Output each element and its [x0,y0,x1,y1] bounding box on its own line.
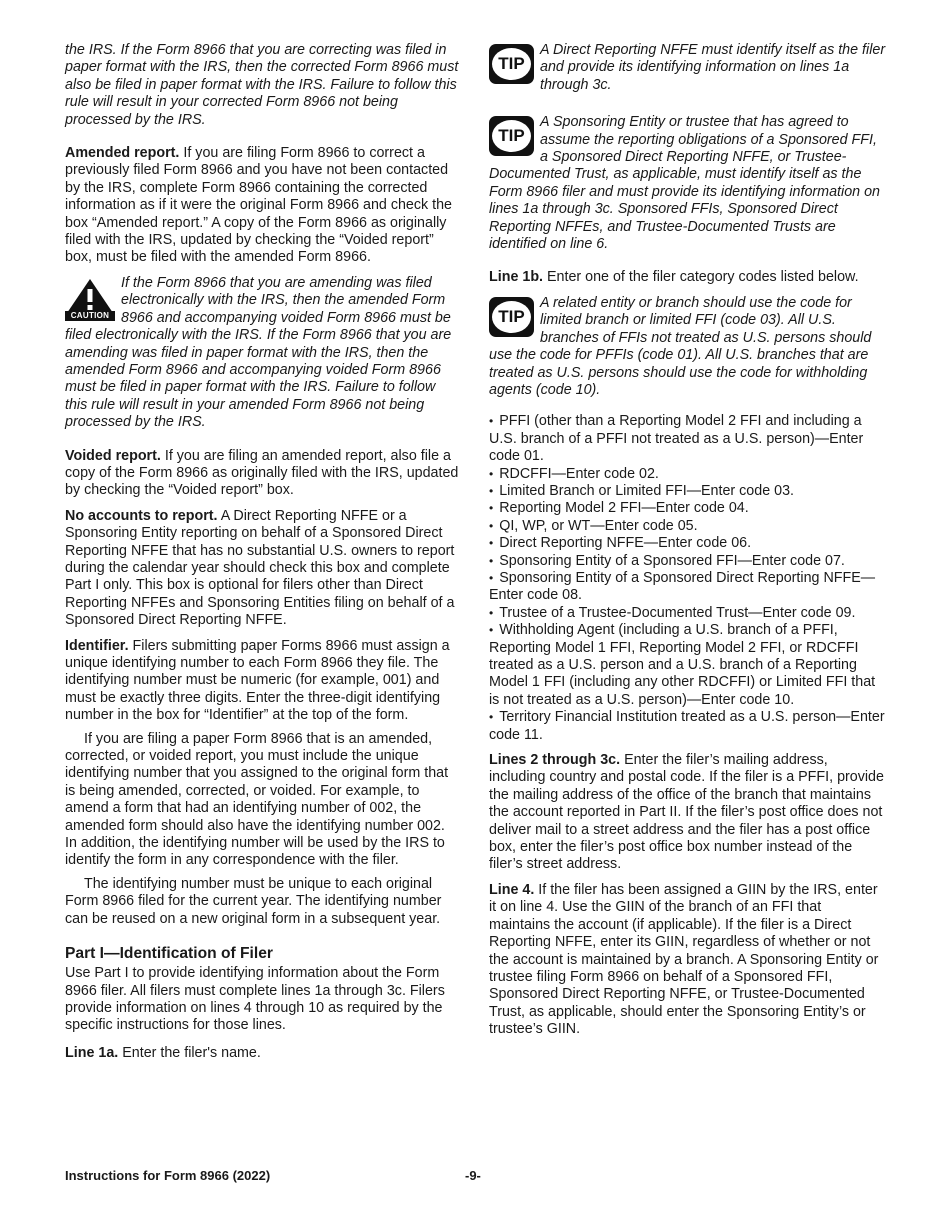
tip-label: TIP [492,48,531,80]
bullet: • [489,710,494,725]
bullet: • [489,553,494,568]
tip-label: TIP [492,120,531,152]
tip-note-2 [489,114,886,253]
caution-label: CAUTION [65,311,115,321]
voided-report-heading: Voided report. [65,447,161,464]
line1a-paragraph [65,1045,460,1062]
bullet: • [489,483,494,498]
line1a-text: Enter the filer's name. [122,1044,261,1061]
caution-note [65,275,460,432]
bullet: • [489,623,494,638]
line4-text: If the filer has been assigned a GIIN by the IRS, enter it on line 4. Use the GIIN of the branch of an FFI that maintains the account (if applicable). If the filer is a Direct Reporting NFFE, enter its GIIN, regardless of whether or not the account is maintained by a branch. A Sponsoring Entity or trustee filing Form 8966 on behalf of a Sponsored FFI, Sponsored Direct Reporting NFFE, or Trustee-Documented Trust, as applicable, should enter the Sponsoring Entity’s or trustee’s GIIN. [489,881,879,1038]
lines-2-through-3c-text: Enter the filer’s mailing address, including country and postal code. If the filer is a PFFI, provide the mailing address of the office of the branch that maintains the account reported in Part II. If the filer’s post office does not deliver mail to a street address and the filer has a post office box, enter the filer’s post office box number instead of the filer’s street address. [489,752,884,873]
list-item-text: Reporting Model 2 FFI—Enter code 04. [499,500,749,517]
line4-paragraph [489,882,886,1039]
tip-icon [489,297,534,337]
no-accounts-text: A Direct Reporting NFFE or a Sponsoring Entity reporting on behalf of a Sponsored Direct Reporting NFFE that has no substantial U.S. owners to report during the calendar year should check this box and complete Part I only. This box is optional for filers other than Direct Reporting NFFEs and Sponsoring Entities filing on behalf of a Sponsored Direct Reporting NFFE. [65,507,455,629]
tip-label: TIP [492,301,531,333]
tip-icon [489,44,534,84]
right-column [489,42,886,1039]
line1b-paragraph [489,269,886,286]
list-item-text: Trustee of a Trustee-Documented Trust—Enter code 09. [499,604,856,621]
list-item-text: RDCFFI—Enter code 02. [499,465,659,482]
footer-title: Instructions for Form 8966 (2022) [65,1168,271,1183]
part1-heading: Part I—Identification of Filer [65,945,273,963]
list-item [489,500,886,517]
list-item [489,605,886,622]
list-item [489,622,886,709]
filer-category-code-list [489,413,886,744]
bullet: • [489,466,494,481]
line4-heading: Line 4. [489,881,535,898]
list-item [489,709,886,744]
part1-text: Use Part I to provide identifying information about the Form 8966 filer. All filers must complete lines 1a through 3c. Filers provide information on lines 4 through 10 as required by the specific instructions for those lines. [65,965,445,1034]
bullet: • [489,414,494,429]
list-item [489,570,886,605]
no-accounts-heading: No accounts to report. [65,507,218,524]
list-item-text: Withholding Agent (including a U.S. branch of a PFFI, Reporting Model 1 FFI, Reporting Model 2 FFI, or RDCFFI treated as a U.S. person and a U.S. branch of a Reporting Model 1 FFI (including any other RDCFFI) or Limited FFI that is not treated as a U.S. person)—Enter code 10. [489,622,876,708]
line1b-text: Enter one of the filer category codes listed below. [547,269,859,286]
tip-text-2: A Sponsoring Entity or trustee that has agreed to assume the reporting obligations of a Sponsored FFI, a Sponsored Direct Reporting NFFE, or Trustee-Documented Trust, as applicable, must identify itself as the Form 8966 filer and must provide its identifying information on lines 1a through 3c. Sponsored FFIs, Sponsored Direct Reporting NFFEs, and Trustee-Documented Trusts are identified on line 6. [489,114,880,253]
voided-report-text: If you are filing an amended report, also file a copy of the Form 8966 as originally filed with the IRS, updated by checking the “Voided report” box. [65,447,459,499]
tip-note-1 [489,42,886,94]
lines-2-through-3c-heading: Lines 2 through 3c. [489,752,621,769]
amended-report-paragraph [65,145,460,267]
tip-icon [489,116,534,156]
bullet: • [489,570,494,585]
identifier-paragraph-3: The identifying number must be unique to each original Form 8966 filed for the current year. The identifying number can be reused on a new original form in a subsequent year. [65,875,442,927]
amended-report-heading: Amended report. [65,145,180,162]
caution-text: If the Form 8966 that you are amending was filed electronically with the IRS, then the amended Form 8966 and accompanying voided Form 8966 must be filed electronically with the IRS. If the Form 8966 that you are amending was filed in paper format with the IRS, then the amended Form 8966 and accompanying voided Form 8966 must be filed in paper format with the IRS. Failure to follow this rule will result in your amended Form 8966 not being processed by the IRS. [65,274,452,431]
amended-report-text: If you are filing Form 8966 to correct a previously filed Form 8966 and you have not been contacted by the IRS, complete Form 8966 containing the corrected information as if it were the original Form 8966 and check the box “Amended report.” A copy of the Form 8966 as originally filed with the IRS, updated by checking the “Voided report” box, must be filed with the amended Form 8966. [65,145,453,266]
list-item [489,518,886,535]
bullet: • [489,518,494,533]
caution-icon [65,277,115,321]
no-accounts-paragraph [65,508,460,630]
list-item [489,535,886,552]
list-item [489,553,886,570]
line1b-heading: Line 1b. [489,269,544,286]
identifier-paragraph-2: If you are filing a paper Form 8966 that is an amended, corrected, or voided report, you must include the unique identifying number that you assigned to the original form that is being amended, corrected, or voided. For example, to amend a form that had an identifying number of 002, the amended form should also have the identifying number 002. In addition, the identifying number will be used by the IRS to identify the form in any correspondence with the filer. [65,730,449,869]
lines-2-through-3c-paragraph [489,752,886,874]
page-number: -9- [465,1168,481,1183]
list-item-text: Direct Reporting NFFE—Enter code 06. [499,535,752,552]
list-item-text: QI, WP, or WT—Enter code 05. [499,517,698,534]
list-item-text: Sponsoring Entity of a Sponsored Direct Reporting NFFE—Enter code 08. [489,569,876,604]
list-item [489,413,886,465]
left-column [65,42,460,1062]
voided-report-paragraph [65,448,460,500]
list-item-text: Limited Branch or Limited FFI—Enter code 03. [499,482,795,499]
list-item-text: PFFI (other than a Reporting Model 2 FFI and including a U.S. branch of a PFFI not treated as a U.S. person)—Enter code 01. [489,413,864,465]
tip-text-1: A Direct Reporting NFFE must identify itself as the filer and provide its identifying information on lines 1a through 3c. [540,42,886,93]
identifier-paragraph [65,638,460,725]
identifier-heading: Identifier. [65,637,129,654]
list-item [489,466,886,483]
identifier-text: Filers submitting paper Forms 8966 must assign a unique identifying number to each Form 8966 they file. The identifying number must be numeric (for example, 001) and must be exactly three digits. Enter the three-digit identifying number in the box for “Identifier” at the top of the form. [65,637,450,724]
line1a-heading: Line 1a. [65,1044,119,1061]
list-item-text: Territory Financial Institution treated as a U.S. person—Enter code 11. [489,709,885,743]
intro-italic-paragraph: the IRS. If the Form 8966 that you are correcting was filed in paper format with the IRS, then the corrected Form 8966 must also be filed in paper format with the IRS. Failure to follow this rule will result in your corrected Form 8966 not being processed by the IRS. [65,42,459,128]
list-item-text: Sponsoring Entity of a Sponsored FFI—Enter code 07. [499,552,845,569]
bullet: • [489,501,494,516]
list-item [489,483,886,500]
tip-text-3: A related entity or branch should use the code for limited branch or limited FFI (code 03). All U.S. branches of FFIs not treated as U.S. persons should use the code for PFFIs (code 01). All U.S. branches that are treated as U.S. persons should use the code for withholding agents (code 10). [489,294,872,398]
tip-note-3 [489,295,886,399]
bullet: • [489,536,494,551]
bullet: • [489,605,494,620]
